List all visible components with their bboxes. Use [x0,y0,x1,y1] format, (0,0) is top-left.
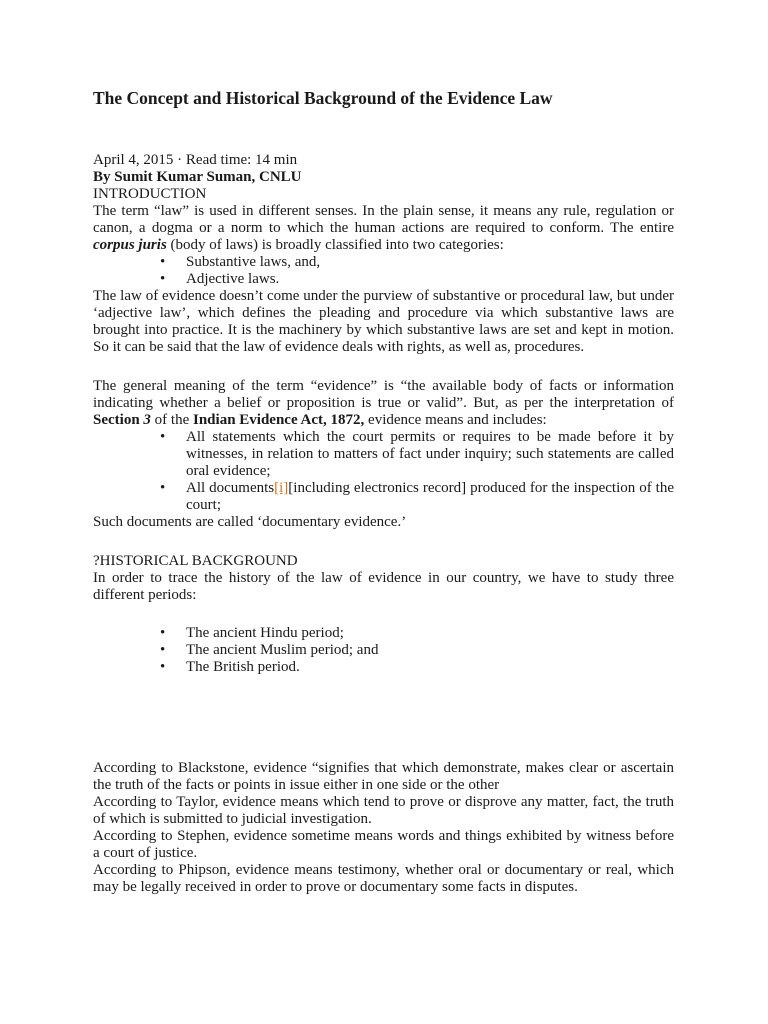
article-title: The Concept and Historical Background of the Evidence Law [93,88,553,108]
section-label [93,412,151,428]
list-item [93,480,674,514]
footnote-link[interactable]: [i] [274,480,289,496]
definition-blackstone: According to Blackstone, evidence “signifies that which demonstrate, makes clear or ascertain the truth of the facts or points in issue either in one side or the other [93,760,674,793]
meaning-text-b: evidence means and includes: [364,412,547,428]
categories-list [93,254,674,288]
periods-list [93,625,674,676]
section-word: Section [93,412,144,428]
history-heading: ?HISTORICAL BACKGROUND [93,553,298,569]
evidence-includes-list [93,429,674,514]
intro-p1-text-b: (body of laws) is broadly classified into two categories: [166,237,504,253]
documentary-evidence-note: Such documents are called ‘documentary evidence.’ [93,514,407,530]
history-section [93,553,674,604]
intro-p1-text-a: The term “law” is used in different senses. In the plain sense, it means any rule, regulation or canon, a dogma or a norm to which the human actions are required to conform. The entire [93,203,674,236]
list-item: • The ancient Muslim period; and [93,642,674,659]
list-item: • All statements which the court permits or requires to be made before it by witnesses, in relation to matters of fact under inquiry; such statements are called oral evidence; [93,429,674,480]
meaning-section [93,378,674,531]
meaning-of-the: of the [150,412,193,428]
intro-paragraph-2: The law of evidence doesn’t come under the purview of substantive or procedural law, but under ‘adjective law’, which defines the pleading and procedure via which substantive laws are brought into practice. It is the machinery by which substantive laws are set and kept in motion. So it can be said that the law of evidence deals with rights, as well as, procedures. [93,288,674,355]
intro-paragraph-1 [93,203,674,254]
includes-2-text-b: [including electronics record] produced for the inspection of the court; [186,480,675,513]
definition-stephen: According to Stephen, evidence sometime means words and things exhibited by witness before a court of justice. [93,828,674,861]
definitions-section [93,760,674,896]
definition-taylor: According to Taylor, evidence means which tend to prove or disprove any matter, fact, the truth of which is submitted to judicial investigation. [93,794,674,827]
definition-phipson: According to Phipson, evidence means testimony, whether oral or documentary or real, which may be legally received in order to prove or documentary some facts in disputes. [93,862,674,895]
section-number: 3 [143,412,151,428]
act-name: Indian Evidence Act, 1872, [193,412,365,428]
byline-text: By Sumit Kumar Suman, CNLU [93,169,302,185]
byline [93,169,674,186]
includes-2-text-a: All documents [186,480,275,496]
meaning-paragraph [93,378,674,429]
list-item: • Adjective laws. [93,271,674,288]
meaning-text-a: The general meaning of the term “evidence” is “the available body of facts or information indicating whether a belief or proposition is true or valid”. But, as per the interpretation of [93,378,674,411]
list-item: • The ancient Hindu period; [93,625,674,642]
article-body-top [93,152,674,356]
list-item: • Substantive laws, and, [93,254,674,271]
intro-heading: INTRODUCTION [93,186,207,202]
corpus-juris-term: corpus juris [93,237,167,253]
periods-section [93,625,674,676]
meta-line: April 4, 2015 · Read time: 14 min [93,152,298,168]
history-paragraph: In order to trace the history of the law of evidence in our country, we have to study three different periods: [93,570,674,603]
list-item: • The British period. [93,659,674,676]
